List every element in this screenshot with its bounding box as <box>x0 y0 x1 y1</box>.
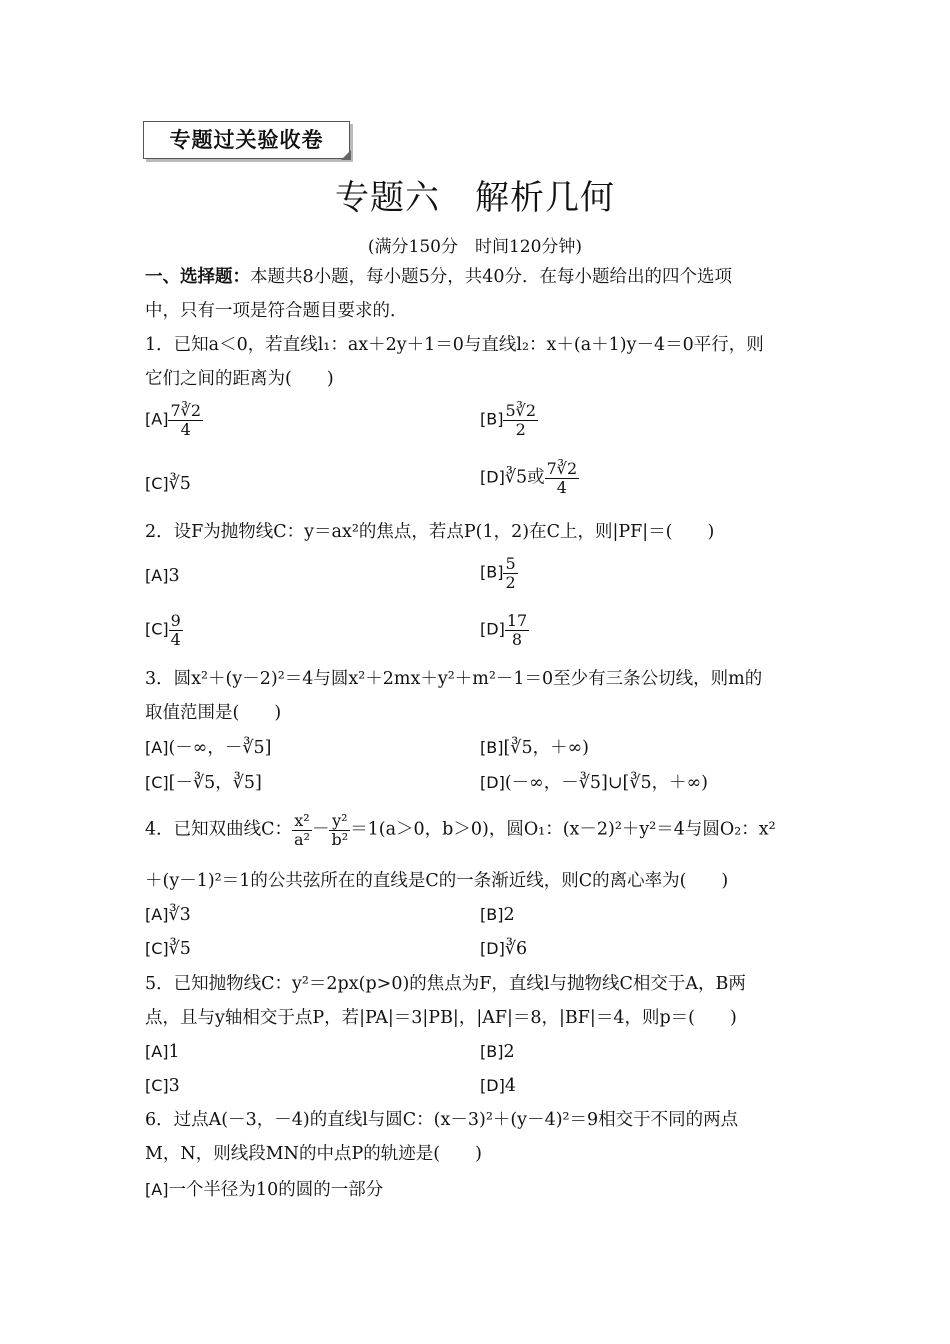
q2-option-d[interactable] <box>480 612 529 648</box>
q2-option-c[interactable] <box>145 612 183 648</box>
q5-option-c[interactable] <box>145 1069 180 1103</box>
q3-stem-line-2: 取值范围是( ) <box>145 703 282 723</box>
q1-option-c[interactable] <box>145 467 191 501</box>
option-label: [A] <box>145 905 169 924</box>
section-label: 一、选择题： <box>145 267 250 287</box>
option-label: [D] <box>480 773 505 792</box>
fraction <box>503 402 538 438</box>
option-label: [D] <box>480 619 505 639</box>
q2-option-a[interactable] <box>145 559 180 593</box>
banner-text: 专题过关验收卷 <box>169 128 324 152</box>
option-text: (－∞，－∛5] <box>168 738 272 758</box>
fraction-numerator: 7∛2 <box>170 401 201 420</box>
option-label: [A] <box>145 409 169 429</box>
q4-stem-line-2: ＋(y－1)²＝1的公共弦所在的直线是C的一条渐近线，则C的离心率为( ) <box>145 871 729 891</box>
option-text: 3 <box>168 566 180 586</box>
fraction-denominator: 4 <box>170 629 181 649</box>
option-text: (－∞，－∛5]∪[∛5，＋∞) <box>504 773 709 793</box>
q5-option-b[interactable] <box>480 1035 515 1069</box>
option-text: [∛5，＋∞) <box>503 738 589 758</box>
option-text: ∛3 <box>168 905 191 925</box>
q5-stem-line-2: 点，且与y轴相交于点P，若|PA|＝3|PB|，|AF|＝8，|BF|＝4，则p＝( ) <box>145 1008 737 1028</box>
minus-sign: － <box>311 819 330 840</box>
q5-option-d[interactable] <box>480 1069 516 1103</box>
option-label: [A] <box>145 738 169 757</box>
section-intro-line-1 <box>145 260 810 294</box>
option-text: 一个半径为10的圆的一部分 <box>168 1180 384 1200</box>
fraction <box>505 612 529 648</box>
option-text: ∛5 <box>168 939 191 959</box>
option-text: [－∛5，∛5] <box>168 773 262 793</box>
option-text: 2 <box>503 1042 515 1062</box>
q5-option-a[interactable] <box>145 1035 180 1069</box>
option-label: [C] <box>145 474 169 493</box>
page-title: 专题六 解析几何 <box>335 178 615 218</box>
option-label: [A] <box>145 566 169 585</box>
option-label: [B] <box>480 1042 504 1061</box>
fraction <box>503 555 517 591</box>
q3-option-c[interactable] <box>145 766 262 800</box>
option-label: [C] <box>145 773 169 792</box>
option-text: 3 <box>168 1076 180 1096</box>
option-label: [B] <box>480 905 504 924</box>
fraction-numerator: 7∛2 <box>546 459 578 478</box>
q4-stem-suffix: ＝1(a＞0，b＞0)，圆O₁：(x－2)²＋y²＝4与圆O₂：x² <box>350 819 776 840</box>
q1-stem-line-1: 1．已知a＜0，若直线l₁：ax＋2y＋1＝0与直线l₂：x＋(a＋1)y－4＝0平行，则 <box>145 335 764 355</box>
fraction-numerator: x² <box>292 812 312 831</box>
fraction <box>169 612 183 648</box>
option-label: [C] <box>145 619 169 639</box>
fraction-numerator: 5∛2 <box>505 401 537 420</box>
q6-option-a[interactable] <box>145 1173 383 1207</box>
q6-stem-line-1: 6．过点A(－3，－4)的直线l与圆C：(x－3)²＋(y－4)²＝9相交于不同的两点 <box>145 1110 739 1130</box>
fraction <box>168 402 203 438</box>
option-text: 1 <box>168 1042 180 1062</box>
fraction-denominator: 2 <box>505 572 516 592</box>
banner-corner-decoration <box>341 150 351 160</box>
fraction-denominator: 2 <box>515 419 526 439</box>
option-label: [B] <box>480 409 504 429</box>
fraction-numerator: 17 <box>506 611 528 630</box>
q1-stem-line-2: 它们之间的距离为( ) <box>145 369 334 389</box>
q4-option-d[interactable] <box>480 932 527 966</box>
option-label: [A] <box>145 1042 169 1061</box>
option-text: 4 <box>504 1076 516 1096</box>
option-text: ∛5或 <box>504 467 545 488</box>
fraction-denominator: a² <box>294 829 310 849</box>
fraction <box>329 812 350 848</box>
q3-option-d[interactable] <box>480 766 708 800</box>
option-label: [C] <box>145 939 169 958</box>
section-banner <box>143 121 350 159</box>
option-label: [B] <box>480 738 504 757</box>
option-label: [D] <box>480 1076 505 1095</box>
q2-stem-line-1: 2．设F为抛物线C：y＝ax²的焦点，若点P(1，2)在C上，则|PF|＝( ) <box>145 522 715 542</box>
section-intro-line-2: 中，只有一项是符合题目要求的． <box>145 301 408 321</box>
q4-option-b[interactable] <box>480 898 515 932</box>
q4-stem-line-1 <box>145 812 810 848</box>
fraction-numerator: 9 <box>170 611 181 630</box>
option-label: [D] <box>480 467 505 487</box>
option-label: [A] <box>145 1180 169 1199</box>
q4-stem-prefix: 4．已知双曲线C： <box>145 819 293 840</box>
fraction <box>545 460 580 496</box>
q4-option-a[interactable] <box>145 898 191 932</box>
section-text-1: 本题共8小题，每小题5分，共40分．在每小题给出的四个选项 <box>250 267 733 287</box>
page-subtitle: (满分150分 时间120分钟) <box>367 237 583 257</box>
q3-option-b[interactable] <box>480 731 589 765</box>
q5-stem-line-1: 5．已知抛物线C：y²＝2px(p>0)的焦点为F，直线l与抛物线C相交于A，B两 <box>145 974 746 994</box>
option-label: [D] <box>480 939 505 958</box>
q6-stem-line-2: M，N，则线段MN的中点P的轨迹是( ) <box>145 1144 482 1164</box>
q3-option-a[interactable] <box>145 731 271 765</box>
fraction-denominator: 4 <box>556 477 567 497</box>
q3-stem-line-1: 3．圆x²＋(y－2)²＝4与圆x²＋2mx＋y²＋m²－1＝0至少有三条公切线，则m的 <box>145 669 763 689</box>
q1-option-b[interactable] <box>480 402 538 438</box>
option-text: ∛6 <box>504 939 528 959</box>
fraction-denominator: b² <box>331 829 349 849</box>
q1-option-a[interactable] <box>145 402 203 438</box>
q1-option-d[interactable] <box>480 460 579 496</box>
q4-option-c[interactable] <box>145 932 191 966</box>
q2-option-b[interactable] <box>480 555 518 591</box>
fraction-numerator: y² <box>329 812 350 831</box>
option-label: [B] <box>480 562 504 582</box>
option-text: ∛5 <box>168 474 191 494</box>
fraction <box>292 812 312 848</box>
fraction-numerator: 5 <box>505 554 516 573</box>
fraction-denominator: 4 <box>180 419 191 439</box>
option-text: 2 <box>503 905 515 925</box>
option-label: [C] <box>145 1076 169 1095</box>
fraction-denominator: 8 <box>511 629 523 649</box>
